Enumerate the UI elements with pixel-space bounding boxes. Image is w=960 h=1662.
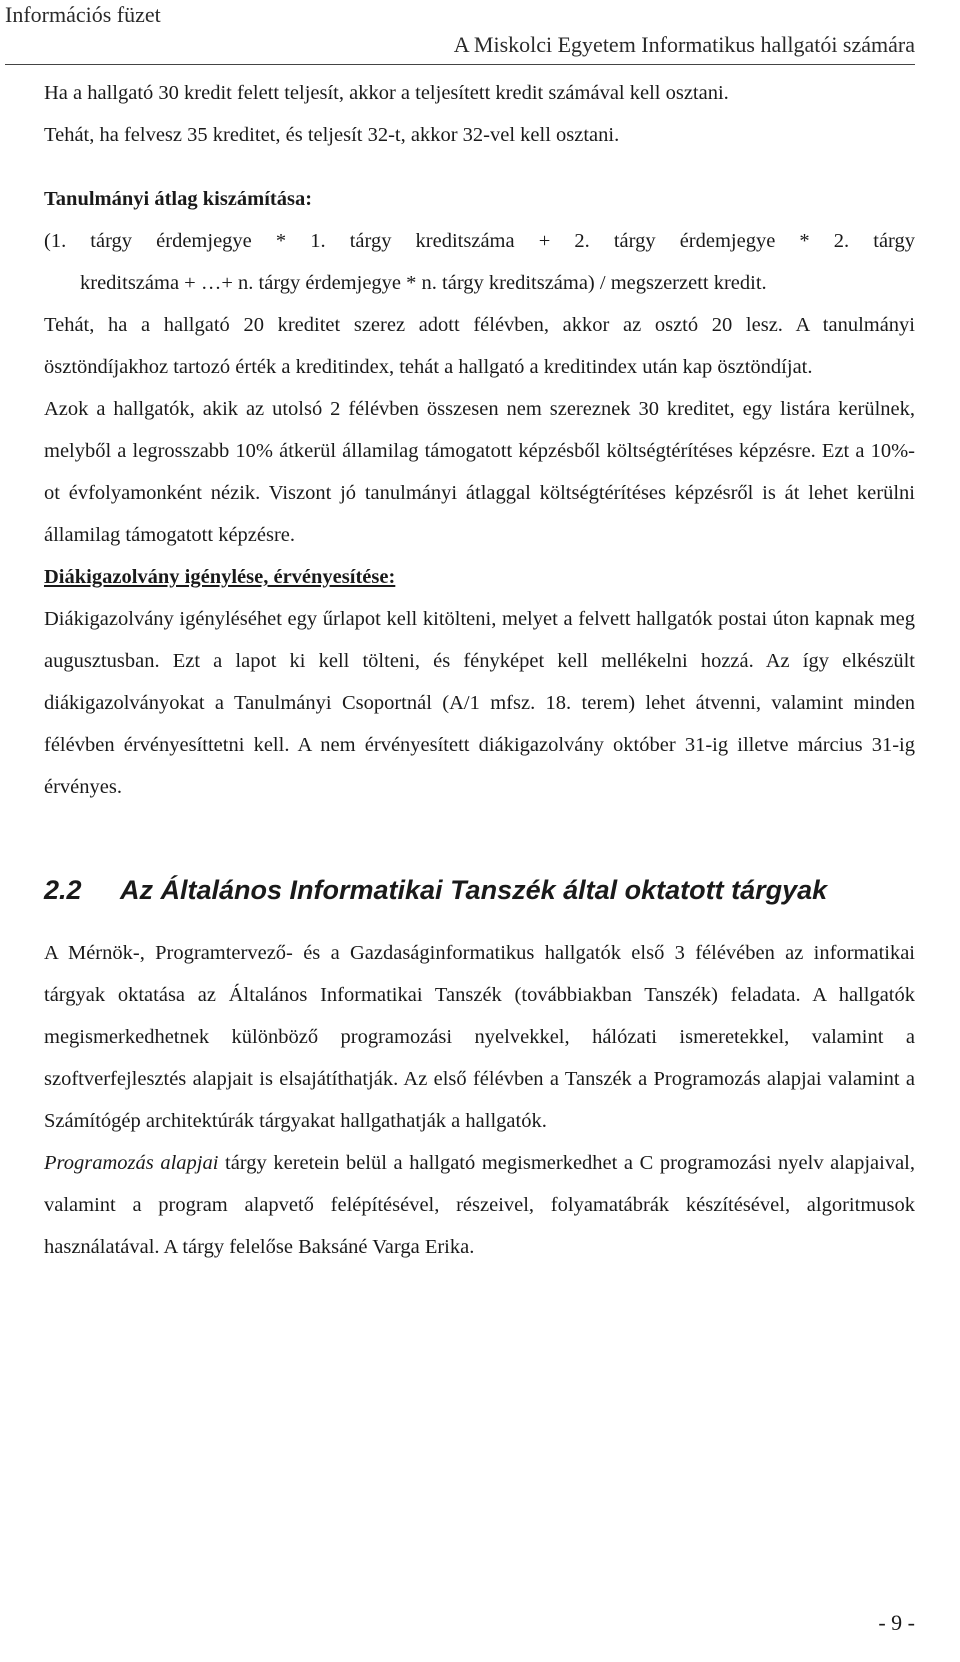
spacer	[44, 156, 915, 178]
page-content	[44, 72, 915, 1268]
paragraph-credit-index: Tehát, ha a hallgató 20 kreditet szerez adott félévben, akkor az osztó 20 lesz. A tanulmányi ösztöndíjakhoz tartozó érték a kreditindex, tehát a hallgató a kreditindex után kap ösztöndíjat.	[44, 314, 915, 378]
formula-line-1: (1. tárgy érdemjegye * 1. tárgy kreditszáma + 2. tárgy érdemjegye * 2. tárgy	[44, 230, 915, 252]
formula-line-2: kreditszáma + …+ n. tárgy érdemjegye * n. tárgy kreditszáma) / megszerzett kredit.	[80, 272, 767, 294]
spacer	[44, 808, 915, 870]
paragraph-department-courses: A Mérnök-, Programtervező- és a Gazdaságinformatikus hallgatók első 3 félévében az informatikai tárgyak oktatása az Általános Informatikai Tanszék (továbbiakban Tanszék) feladata. A hallgatók megismerkedhetnek különböző programozási nyelvekkel, hálózati ismeretekkel, valamint a szoftverfejlesztés alapjait is elsajátíthatják. Az első félévben a Tanszék a Programozás alapjai valamint a Számítógép architektúrák tárgyakat hallgathatják a hallgatók.	[44, 942, 915, 1132]
section-heading	[44, 870, 915, 910]
paragraph-student-id: Diákigazolvány igényléséhet egy űrlapot kell kitölteni, melyet a felvett hallgatók postai úton kapnak meg augusztusban. Ezt a lapot ki kell tölteni, és fényképet kell mellékelni hozzá. Az így elkészült diákigazolványokat a Tanulmányi Csoportnál (A/1 mfsz. 18. terem) lehet átvenni, valamint minden félévben érvényesíttetni kell. A nem érvényesített diákigazolvány október 31-ig illetve március 31-ig érvényes.	[44, 608, 915, 798]
average-heading: Tanulmányi átlag kiszámítása:	[44, 188, 313, 210]
section-number: 2.2	[44, 875, 82, 905]
header-document-title: Információs füzet	[5, 2, 161, 27]
paragraph-programming-basics	[44, 1142, 915, 1268]
header-divider	[5, 64, 915, 65]
page-number: - 9 -	[878, 1610, 915, 1635]
course-name-programming-basics: Programozás alapjai	[44, 1152, 219, 1174]
student-id-heading: Diákigazolvány igénylése, érvényesítése:	[44, 566, 396, 588]
paragraph-credit-rule-line-2: Tehát, ha felvesz 35 kreditet, és teljesít 32-t, akkor 32-vel kell osztani.	[44, 124, 620, 146]
section-title: Az Általános Informatikai Tanszék által oktatott tárgyak	[120, 875, 828, 905]
paragraph-credit-threshold: Azok a hallgatók, akik az utolsó 2 félévben összesen nem szereznek 30 kreditet, egy listára kerülnek, melyből a legrosszabb 10% átkerül államilag támogatott képzésből költségtérítéses képzésre. Ezt a 10%-ot évfolyamonként nézik. Viszont jó tanulmányi átlaggal költségtérítéses képzésről is át lehet kerülni államilag támogatott képzésre.	[44, 398, 915, 546]
paragraph-programming-basics-text: tárgy keretein belül a hallgató megismerkedhet a C programozási nyelv alapjaival, valamint a program alapvető felépítésével, részeivel, folyamatábrák készítésével, algoritmusok használatával. A tárgy felelőse Baksáné Varga Erika.	[44, 1152, 915, 1258]
header-audience: A Miskolci Egyetem Informatikus hallgatói számára	[453, 32, 915, 57]
paragraph-credit-rule-line-1: Ha a hallgató 30 kredit felett teljesít, akkor a teljesített kredit számával kell osztani.	[44, 82, 729, 104]
